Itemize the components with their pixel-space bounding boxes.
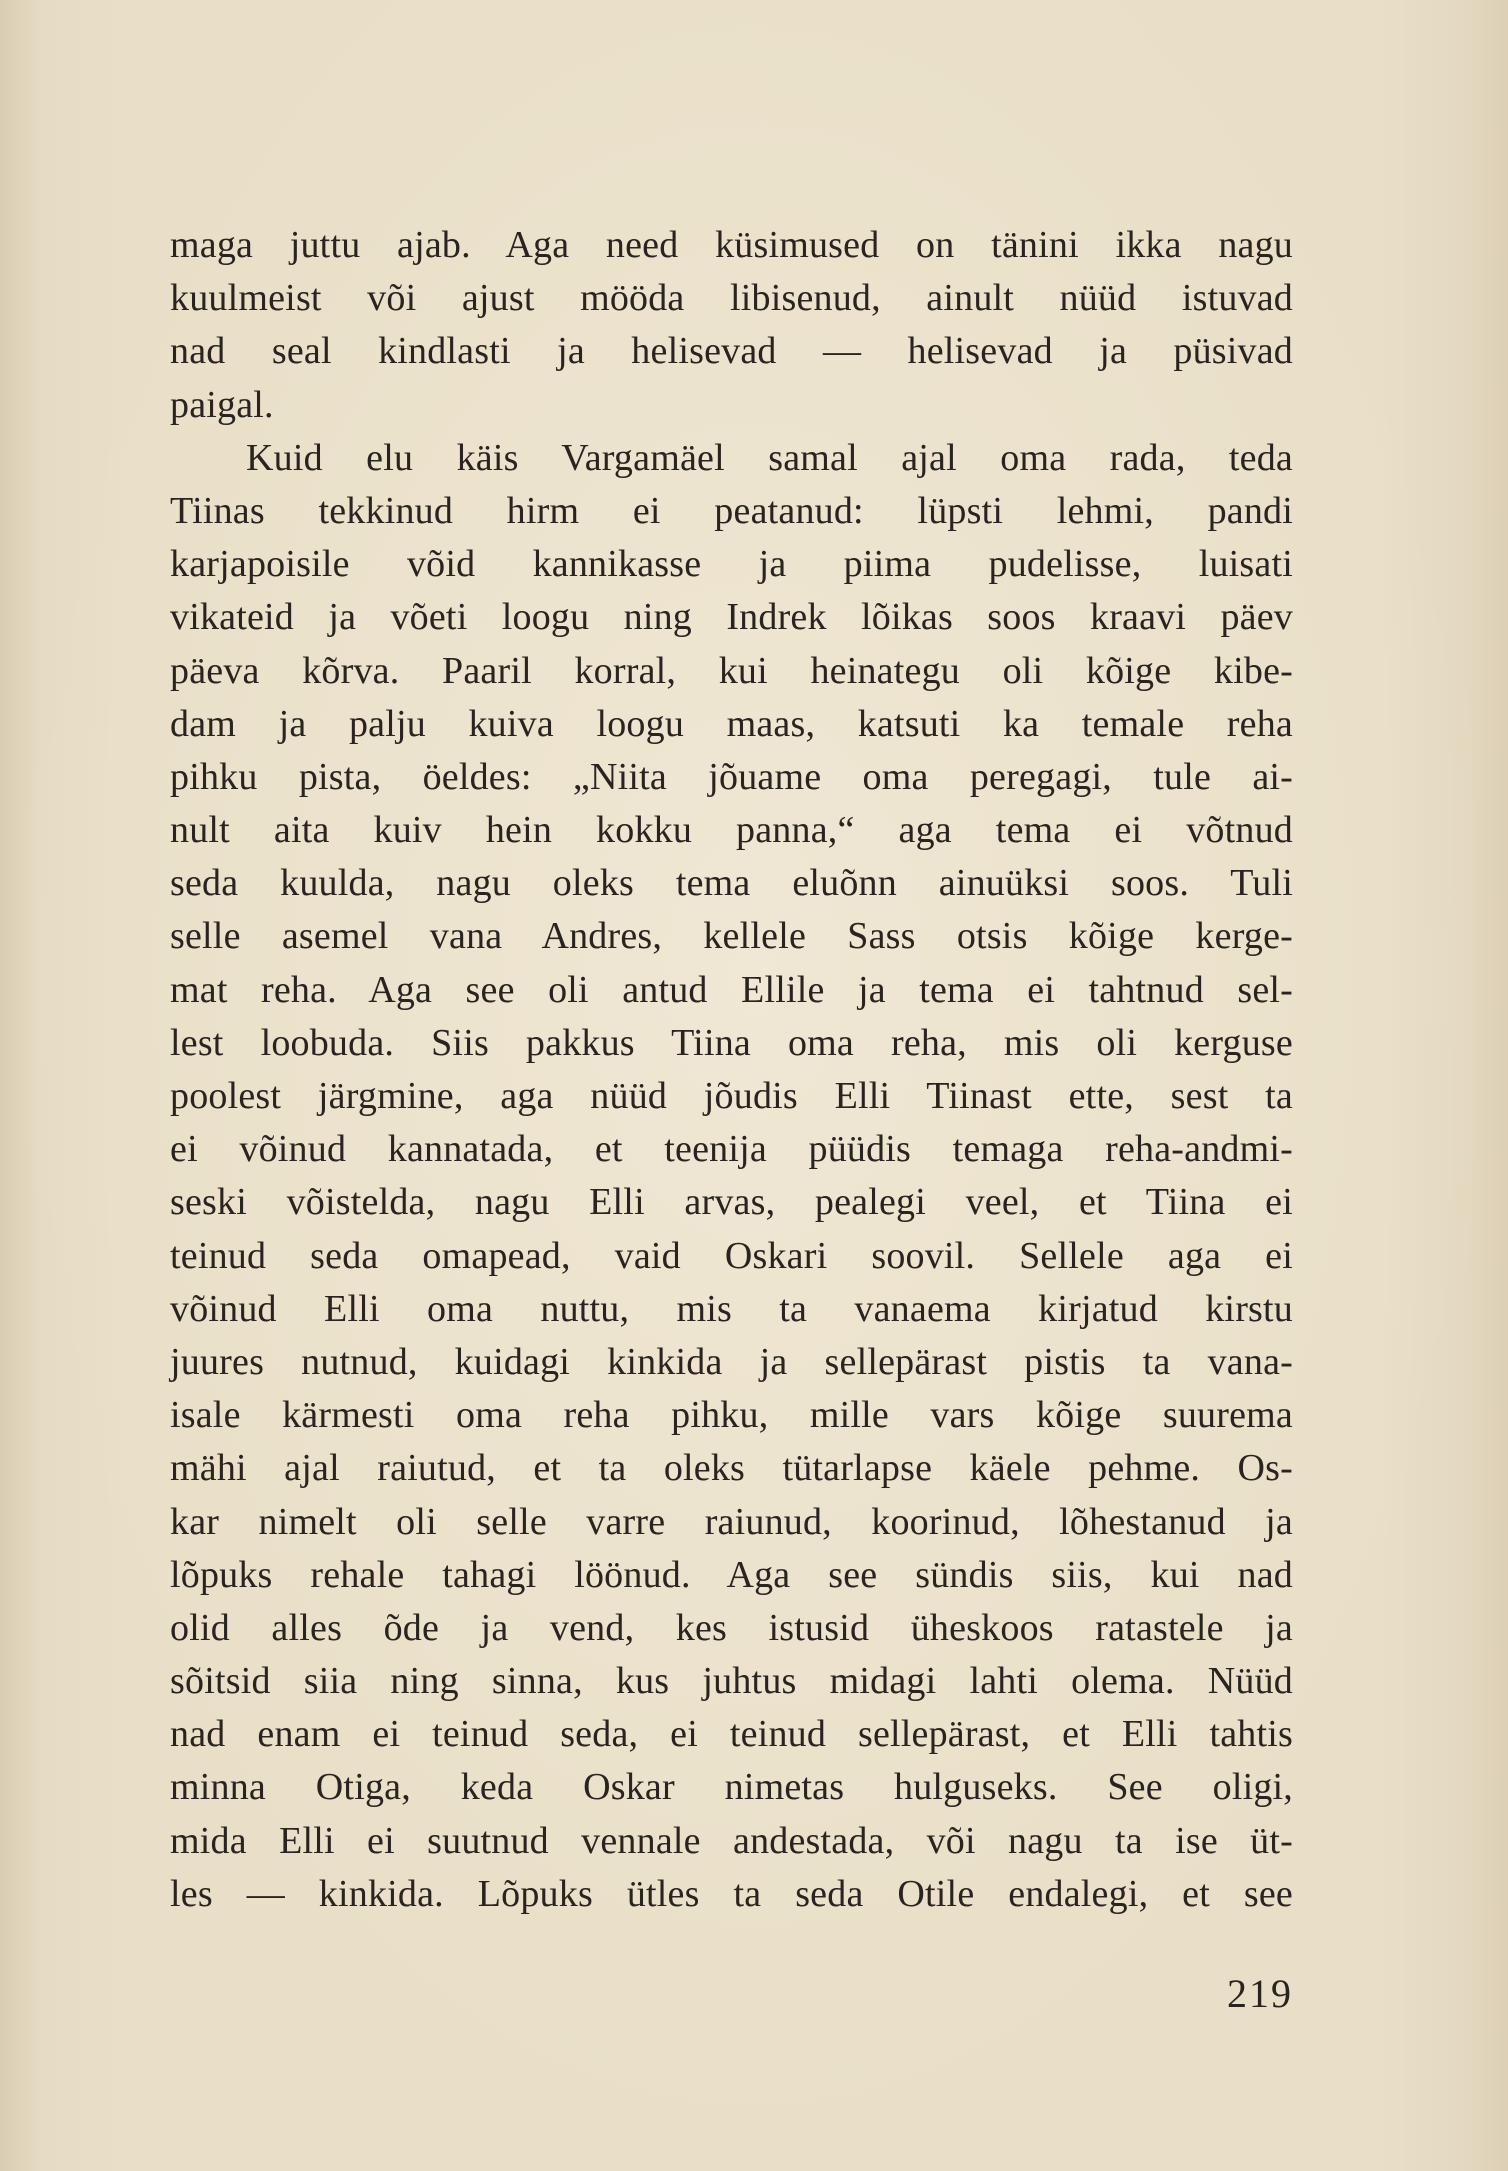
text-line: nad seal kindlasti ja helisevad — helisevad ja püsivad [170, 330, 1293, 373]
text-line: mähi ajal raiutud, et ta oleks tütarlapse käele pehme. Os- [170, 1447, 1293, 1490]
text-line: juures nutnud, kuidagi kinkida ja sellepärast pistis ta vana- [170, 1340, 1293, 1383]
text-line: võinud Elli oma nuttu, mis ta vanaema kirjatud kirstu [170, 1287, 1293, 1330]
text-line: pihku pista, öeldes: „Niita jõuame oma peregagi, tule ai- [170, 755, 1293, 798]
text-line: karjapoisile võid kannikasse ja piima pudelisse, luisati [170, 543, 1293, 586]
text-line: nad enam ei teinud seda, ei teinud sellepärast, et Elli tahtis [170, 1713, 1293, 1756]
text-line: seski võistelda, nagu Elli arvas, pealegi veel, et Tiina ei [170, 1181, 1293, 1224]
text-line: Kuid elu käis Vargamäel samal ajal oma rada, teda [246, 436, 1293, 479]
text-line: nult aita kuiv hein kokku panna,“ aga tema ei võtnud [170, 809, 1293, 852]
text-line: seda kuulda, nagu oleks tema eluõnn ainuüksi soos. Tuli [170, 862, 1293, 905]
text-line: isale kärmesti oma reha pihku, mille vars kõige suurema [170, 1394, 1293, 1437]
text-line: Tiinas tekkinud hirm ei peatanud: lüpsti lehmi, pandi [170, 489, 1293, 532]
text-line: dam ja palju kuiva loogu maas, katsuti ka temale reha [170, 702, 1293, 745]
text-line: teinud seda omapead, vaid Oskari soovil. Sellele aga ei [170, 1234, 1293, 1277]
text-line: mat reha. Aga see oli antud Ellile ja tema ei tahtnud sel- [170, 968, 1293, 1011]
text-line: mida Elli ei suutnud vennale andestada, või nagu ta ise üt- [170, 1819, 1293, 1862]
text-line: paigal. [170, 383, 274, 426]
text-line: olid alles õde ja vend, kes istusid üheskoos ratastele ja [170, 1606, 1293, 1649]
text-line: ei võinud kannatada, et teenija püüdis temaga reha-andmi- [170, 1128, 1293, 1171]
text-line: lest loobuda. Siis pakkus Tiina oma reha, mis oli kerguse [170, 1021, 1293, 1064]
text-line: selle asemel vana Andres, kellele Sass otsis kõige kerge- [170, 915, 1293, 958]
text-line: les — kinkida. Lõpuks ütles ta seda Otile endalegi, et see [170, 1872, 1293, 1915]
text-line: kar nimelt oli selle varre raiunud, koorinud, lõhestanud ja [170, 1500, 1293, 1543]
text-line: päeva kõrva. Paaril korral, kui heinategu oli kõige kibe- [170, 649, 1293, 692]
text-line: maga juttu ajab. Aga need küsimused on tänini ikka nagu [170, 224, 1293, 266]
text-line: kuulmeist või ajust mööda libisenud, ainult nüüd istuvad [170, 277, 1293, 320]
page-number: 219 [1227, 1971, 1293, 2016]
body-text [170, 219, 1293, 1921]
text-line: vikateid ja võeti loogu ning Indrek lõikas soos kraavi päev [170, 596, 1293, 639]
text-line: sõitsid siia ning sinna, kus juhtus midagi lahti olema. Nüüd [170, 1660, 1293, 1703]
text-line: poolest järgmine, aga nüüd jõudis Elli Tiinast ette, sest ta [170, 1075, 1293, 1117]
text-line: lõpuks rehale tahagi löönud. Aga see sündis siis, kui nad [170, 1553, 1293, 1596]
text-line: minna Otiga, keda Oskar nimetas hulguseks. See oligi, [170, 1766, 1293, 1809]
